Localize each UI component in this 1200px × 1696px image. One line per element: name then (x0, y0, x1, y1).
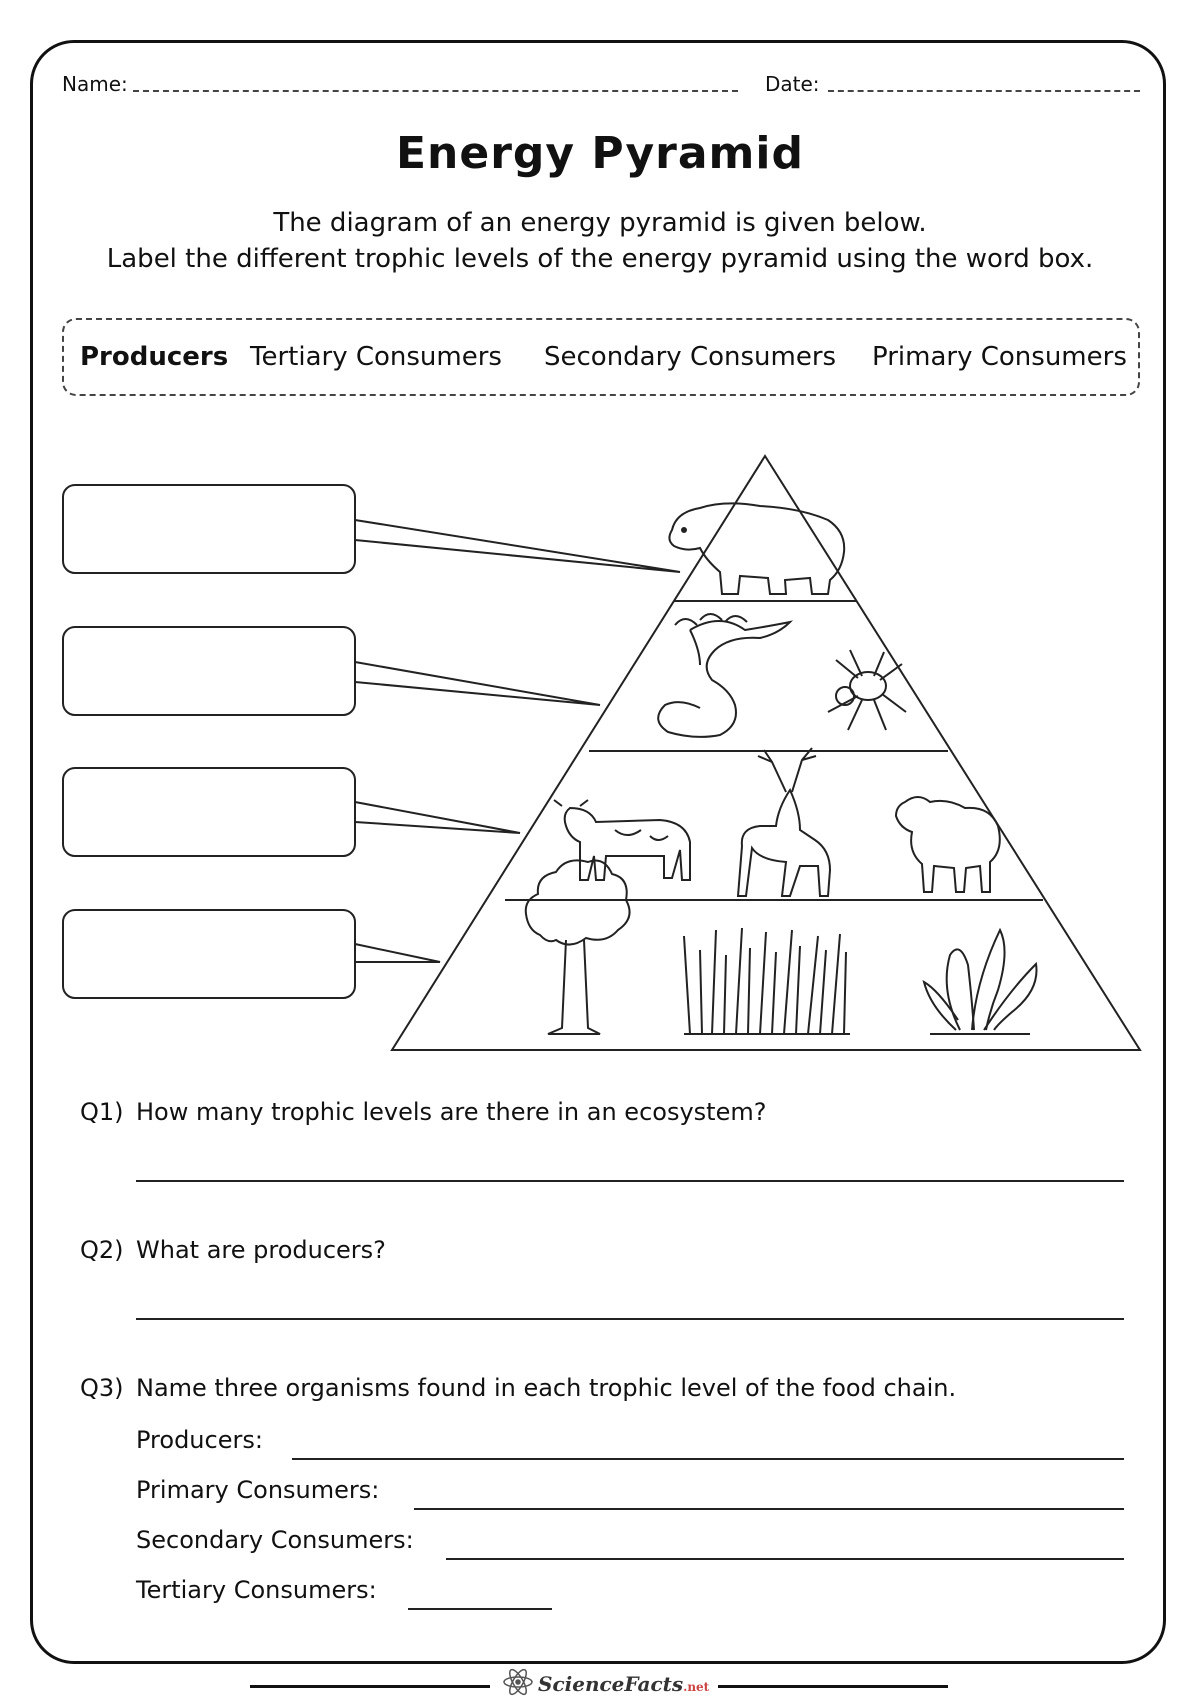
label-box-producers (63, 910, 355, 998)
q3-label-secondary: Secondary Consumers: (136, 1526, 414, 1554)
page-title: Energy Pyramid (396, 128, 804, 179)
q2-number: Q2) (80, 1236, 124, 1264)
footer-line-right (718, 1685, 948, 1688)
instruction-line-2: Label the different trophic levels of the energy pyramid using the word box. (106, 244, 1094, 274)
footer-brand-suffix: .net (683, 1680, 710, 1694)
footer-line-left (250, 1685, 490, 1688)
date-label: Date: (765, 72, 820, 96)
footer-brand: ScienceFacts.net (538, 1672, 710, 1696)
q3-text: Name three organisms found in each trophic level of the food chain. (136, 1374, 957, 1402)
instruction-line-1: The diagram of an energy pyramid is given below. (273, 208, 927, 238)
word-producers: Producers (80, 342, 229, 372)
label-box-primary (63, 768, 355, 856)
atom-icon (502, 1668, 534, 1696)
q3-tertiary-line[interactable] (408, 1608, 552, 1610)
label-box-tertiary (63, 485, 355, 573)
word-secondary-consumers: Secondary Consumers (544, 342, 837, 372)
pointer-producers (355, 944, 440, 962)
q3-label-producers: Producers: (136, 1426, 263, 1454)
pointer-tertiary (355, 520, 680, 572)
pointer-secondary (355, 662, 600, 705)
q3-number: Q3) (80, 1374, 124, 1402)
q2-answer-line[interactable] (136, 1318, 1124, 1320)
snake-icon (658, 614, 790, 737)
q3-producers-line[interactable] (292, 1458, 1124, 1460)
word-tertiary-consumers: Tertiary Consumers (250, 342, 502, 372)
tree-icon (526, 860, 630, 1034)
q3-label-primary: Primary Consumers: (136, 1476, 380, 1504)
label-box-secondary (63, 627, 355, 715)
name-label: Name: (62, 72, 128, 96)
q3-label-tertiary: Tertiary Consumers: (136, 1576, 377, 1604)
word-primary-consumers: Primary Consumers (872, 342, 1127, 372)
pointer-primary (355, 802, 520, 833)
plant-icon (924, 930, 1037, 1034)
q1-answer-line[interactable] (136, 1180, 1124, 1182)
polar-bear-icon (669, 503, 844, 594)
q3-primary-line[interactable] (414, 1508, 1124, 1510)
cow-icon (554, 800, 690, 880)
sheep-icon (896, 797, 1000, 892)
q3-secondary-line[interactable] (446, 1558, 1124, 1560)
q1-number: Q1) (80, 1098, 124, 1126)
q2-text: What are producers? (136, 1236, 386, 1264)
q1-text: How many trophic levels are there in an ecosystem? (136, 1098, 767, 1126)
deer-icon (738, 748, 830, 896)
grass-icon (684, 928, 850, 1034)
